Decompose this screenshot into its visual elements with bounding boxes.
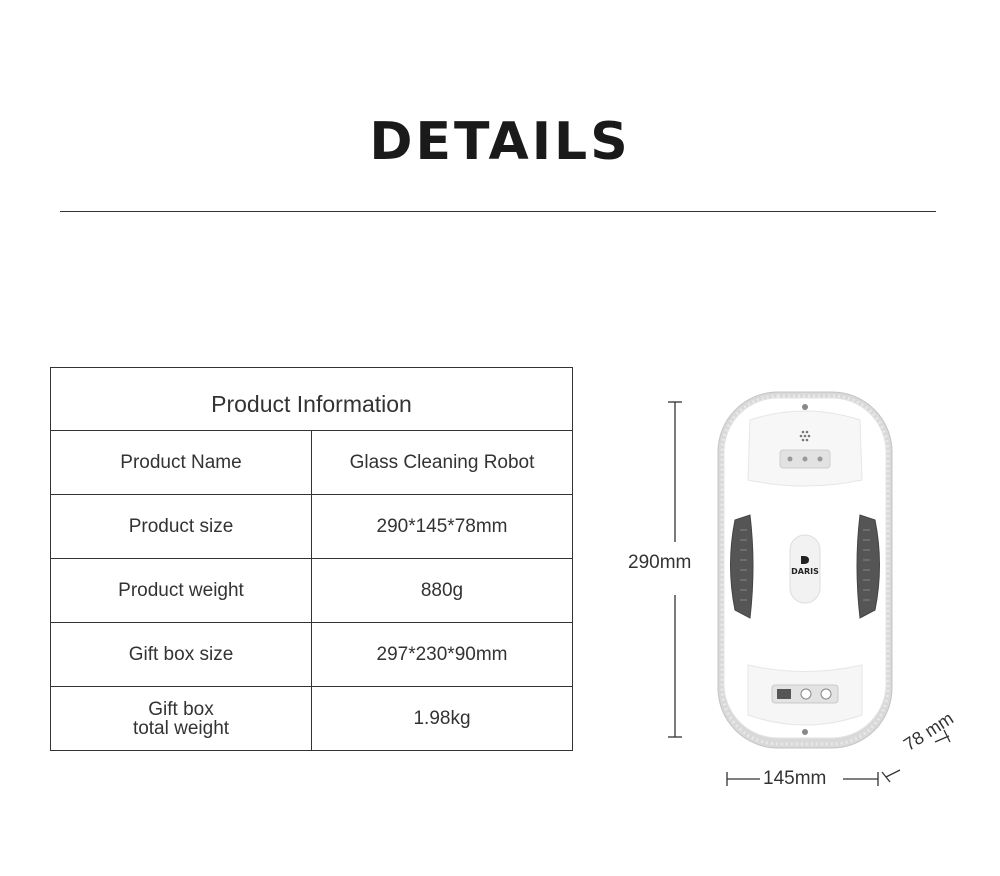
robot-illustration — [600, 380, 1000, 820]
row-label-line2: total weight — [132, 717, 230, 739]
table-header-row — [51, 368, 573, 431]
table-row — [51, 495, 573, 559]
row-label: Product size — [51, 495, 312, 559]
table-row — [51, 687, 573, 751]
product-info-table — [50, 367, 573, 751]
brand-logo: DARIS — [791, 567, 819, 576]
title-divider — [60, 211, 936, 212]
row-label: Product weight — [51, 559, 312, 623]
row-label — [51, 687, 312, 751]
table-row — [51, 623, 573, 687]
product-figure — [600, 380, 1000, 820]
row-value: 297*230*90mm — [312, 623, 573, 687]
row-label: Product Name — [51, 431, 312, 495]
row-value: 1.98kg — [312, 687, 573, 751]
table-row — [51, 431, 573, 495]
depth-label: 78 mm — [900, 708, 958, 755]
height-label: 290mm — [628, 552, 692, 573]
row-label-line1: Gift box — [148, 698, 214, 720]
row-value: 880g — [312, 559, 573, 623]
row-value: Glass Cleaning Robot — [312, 431, 573, 495]
table-header: Product Information — [51, 368, 573, 431]
row-label: Gift box size — [51, 623, 312, 687]
width-label: 145mm — [763, 768, 827, 789]
row-value: 290*145*78mm — [312, 495, 573, 559]
page-title: DETAILS — [369, 112, 631, 172]
table-row — [51, 559, 573, 623]
